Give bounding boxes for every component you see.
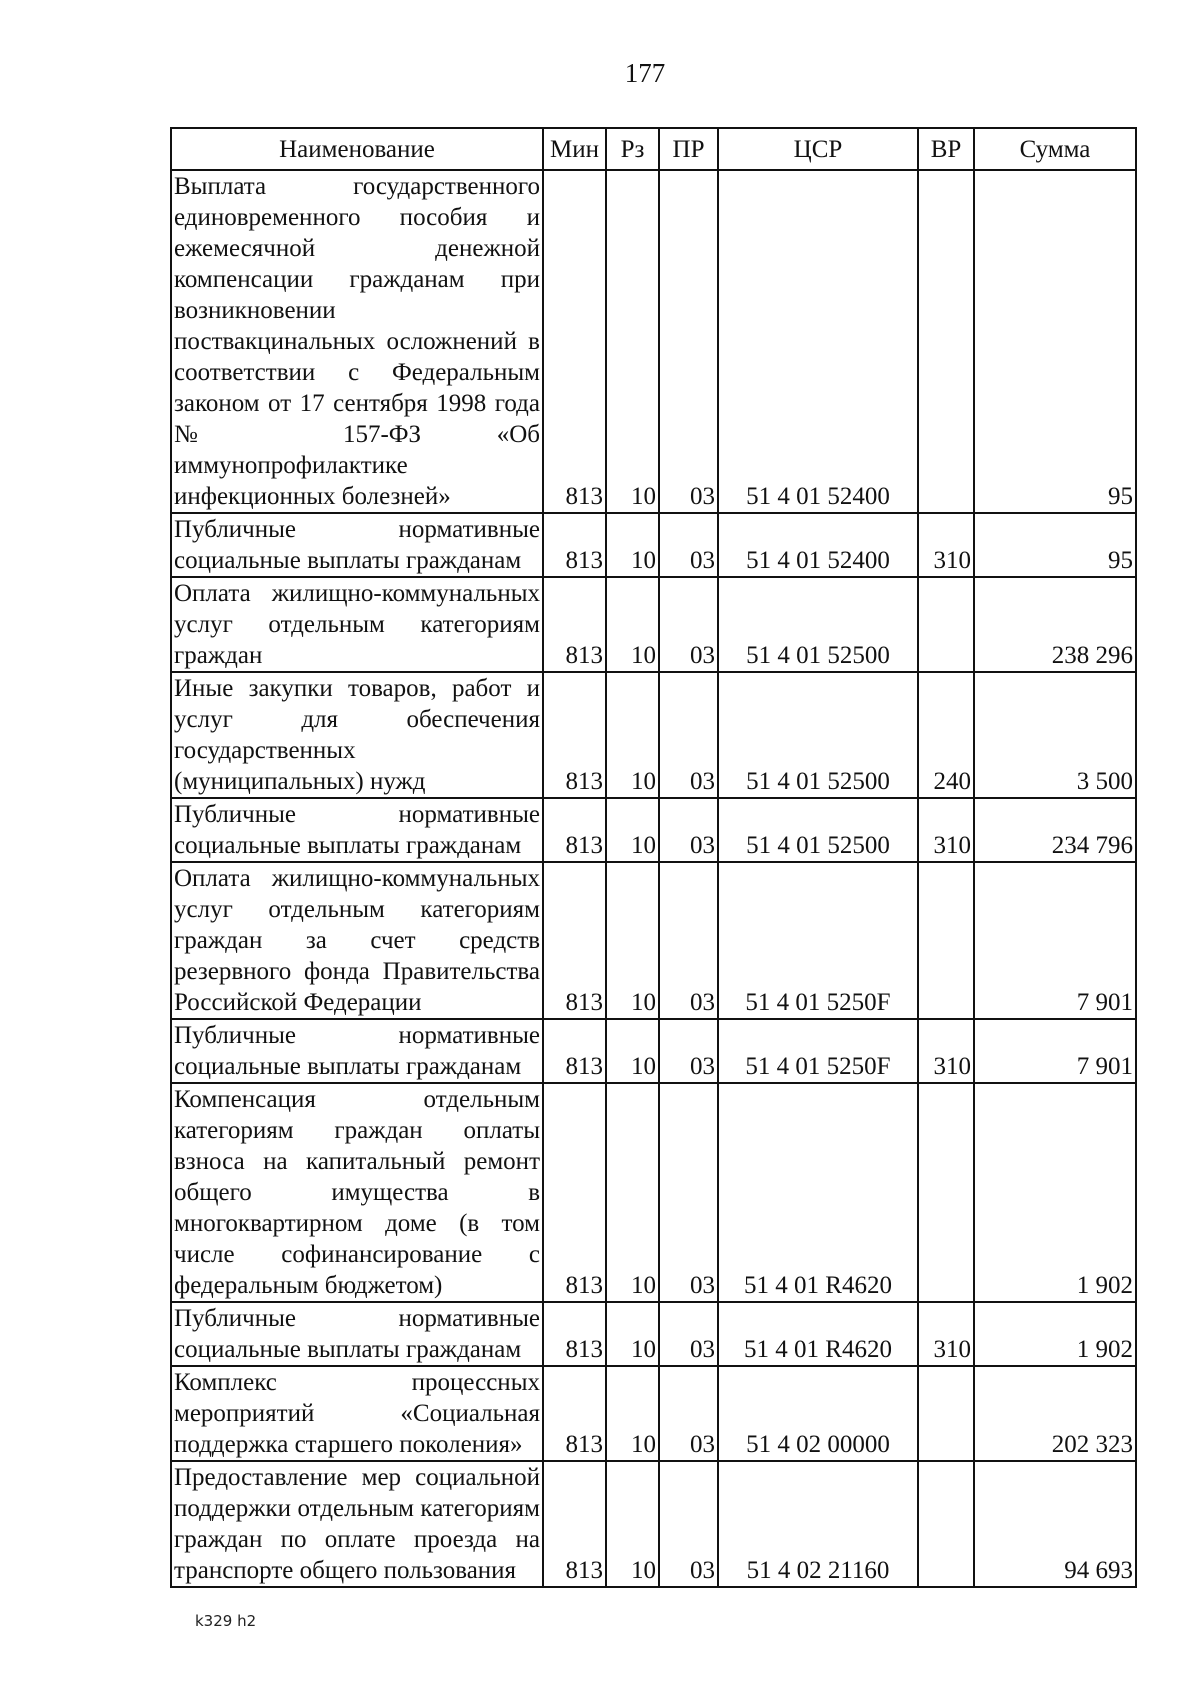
cell-rz: 10 bbox=[606, 862, 659, 1019]
table-row bbox=[171, 1461, 1136, 1587]
cell-sum: 1 902 bbox=[974, 1302, 1136, 1366]
cell-sum: 238 296 bbox=[974, 577, 1136, 672]
cell-name: Публичные нормативные социальные выплаты гражданам bbox=[171, 1302, 543, 1366]
table-row bbox=[171, 672, 1136, 798]
cell-sum: 95 bbox=[974, 513, 1136, 577]
cell-csr: 51 4 01 52400 bbox=[718, 513, 918, 577]
cell-pr: 03 bbox=[659, 577, 718, 672]
table-row bbox=[171, 798, 1136, 862]
table-row bbox=[171, 1302, 1136, 1366]
cell-min: 813 bbox=[543, 1461, 606, 1587]
header-sum: Сумма bbox=[974, 128, 1136, 170]
cell-pr: 03 bbox=[659, 1019, 718, 1083]
cell-name: Публичные нормативные социальные выплаты гражданам bbox=[171, 798, 543, 862]
table-row bbox=[171, 1366, 1136, 1461]
cell-name: Оплата жилищно-коммунальных услуг отдельным категориям граждан за счет средств резервного фонда Правительства Российской Федерации bbox=[171, 862, 543, 1019]
cell-vr bbox=[918, 1366, 974, 1461]
cell-sum: 7 901 bbox=[974, 1019, 1136, 1083]
cell-csr: 51 4 01 52500 bbox=[718, 577, 918, 672]
table-row bbox=[171, 170, 1136, 513]
cell-name: Иные закупки товаров, работ и услуг для обеспечения государственных (муниципальных) нужд bbox=[171, 672, 543, 798]
cell-csr: 51 4 01 5250F bbox=[718, 1019, 918, 1083]
cell-vr bbox=[918, 1083, 974, 1302]
cell-vr bbox=[918, 1461, 974, 1587]
cell-pr: 03 bbox=[659, 170, 718, 513]
cell-vr bbox=[918, 862, 974, 1019]
cell-sum: 234 796 bbox=[974, 798, 1136, 862]
cell-sum: 202 323 bbox=[974, 1366, 1136, 1461]
cell-rz: 10 bbox=[606, 672, 659, 798]
cell-min: 813 bbox=[543, 1019, 606, 1083]
cell-rz: 10 bbox=[606, 1366, 659, 1461]
cell-pr: 03 bbox=[659, 862, 718, 1019]
footer-code: k329 h2 bbox=[195, 1612, 257, 1630]
cell-sum: 7 901 bbox=[974, 862, 1136, 1019]
cell-pr: 03 bbox=[659, 672, 718, 798]
cell-name: Оплата жилищно-коммунальных услуг отдельным категориям граждан bbox=[171, 577, 543, 672]
cell-csr: 51 4 02 00000 bbox=[718, 1366, 918, 1461]
cell-rz: 10 bbox=[606, 1019, 659, 1083]
cell-min: 813 bbox=[543, 1366, 606, 1461]
header-csr: ЦСР bbox=[718, 128, 918, 170]
header-vr: ВР bbox=[918, 128, 974, 170]
cell-vr bbox=[918, 577, 974, 672]
cell-rz: 10 bbox=[606, 1302, 659, 1366]
cell-csr: 51 4 02 21160 bbox=[718, 1461, 918, 1587]
header-min: Мин bbox=[543, 128, 606, 170]
cell-csr: 51 4 01 R4620 bbox=[718, 1083, 918, 1302]
cell-rz: 10 bbox=[606, 798, 659, 862]
cell-pr: 03 bbox=[659, 1366, 718, 1461]
cell-csr: 51 4 01 52400 bbox=[718, 170, 918, 513]
cell-pr: 03 bbox=[659, 798, 718, 862]
cell-vr: 240 bbox=[918, 672, 974, 798]
budget-table bbox=[170, 127, 1137, 1588]
cell-min: 813 bbox=[543, 672, 606, 798]
cell-min: 813 bbox=[543, 513, 606, 577]
cell-name: Комплекс процессных мероприятий «Социальная поддержка старшего поколения» bbox=[171, 1366, 543, 1461]
cell-csr: 51 4 01 R4620 bbox=[718, 1302, 918, 1366]
table-row bbox=[171, 862, 1136, 1019]
header-name: Наименование bbox=[171, 128, 543, 170]
cell-sum: 3 500 bbox=[974, 672, 1136, 798]
cell-vr: 310 bbox=[918, 513, 974, 577]
cell-name: Публичные нормативные социальные выплаты гражданам bbox=[171, 513, 543, 577]
table-header-row bbox=[171, 128, 1136, 170]
cell-name: Выплата государственного единовременного пособия и ежемесячной денежной компенсации гражданам при возникновении поствакцинальных осложнений в соответствии с Федеральным законом от 17 сентября 1998 года № 157-ФЗ «Об иммунопрофилактике инфекционных болезней» bbox=[171, 170, 543, 513]
header-rz: Рз bbox=[606, 128, 659, 170]
cell-sum: 94 693 bbox=[974, 1461, 1136, 1587]
cell-min: 813 bbox=[543, 1083, 606, 1302]
cell-rz: 10 bbox=[606, 170, 659, 513]
cell-vr: 310 bbox=[918, 798, 974, 862]
table-row bbox=[171, 1019, 1136, 1083]
page-number: 177 bbox=[624, 58, 666, 88]
cell-min: 813 bbox=[543, 170, 606, 513]
cell-name: Предоставление мер социальной поддержки отдельным категориям граждан по оплате проезда на транспорте общего пользования bbox=[171, 1461, 543, 1587]
cell-vr: 310 bbox=[918, 1302, 974, 1366]
cell-rz: 10 bbox=[606, 577, 659, 672]
cell-rz: 10 bbox=[606, 1461, 659, 1587]
cell-pr: 03 bbox=[659, 1083, 718, 1302]
cell-name: Публичные нормативные социальные выплаты гражданам bbox=[171, 1019, 543, 1083]
cell-csr: 51 4 01 52500 bbox=[718, 672, 918, 798]
cell-rz: 10 bbox=[606, 513, 659, 577]
table-row bbox=[171, 513, 1136, 577]
cell-sum: 95 bbox=[974, 170, 1136, 513]
cell-csr: 51 4 01 52500 bbox=[718, 798, 918, 862]
cell-min: 813 bbox=[543, 577, 606, 672]
cell-pr: 03 bbox=[659, 1302, 718, 1366]
header-pr: ПР bbox=[659, 128, 718, 170]
table-row bbox=[171, 577, 1136, 672]
cell-sum: 1 902 bbox=[974, 1083, 1136, 1302]
cell-min: 813 bbox=[543, 1302, 606, 1366]
cell-pr: 03 bbox=[659, 1461, 718, 1587]
table-row bbox=[171, 1083, 1136, 1302]
cell-min: 813 bbox=[543, 798, 606, 862]
cell-pr: 03 bbox=[659, 513, 718, 577]
cell-csr: 51 4 01 5250F bbox=[718, 862, 918, 1019]
cell-vr: 310 bbox=[918, 1019, 974, 1083]
cell-vr bbox=[918, 170, 974, 513]
cell-min: 813 bbox=[543, 862, 606, 1019]
cell-name: Компенсация отдельным категориям граждан оплаты взноса на капитальный ремонт общего имущества в многоквартирном доме (в том числе софинансирование с федеральным бюджетом) bbox=[171, 1083, 543, 1302]
cell-rz: 10 bbox=[606, 1083, 659, 1302]
